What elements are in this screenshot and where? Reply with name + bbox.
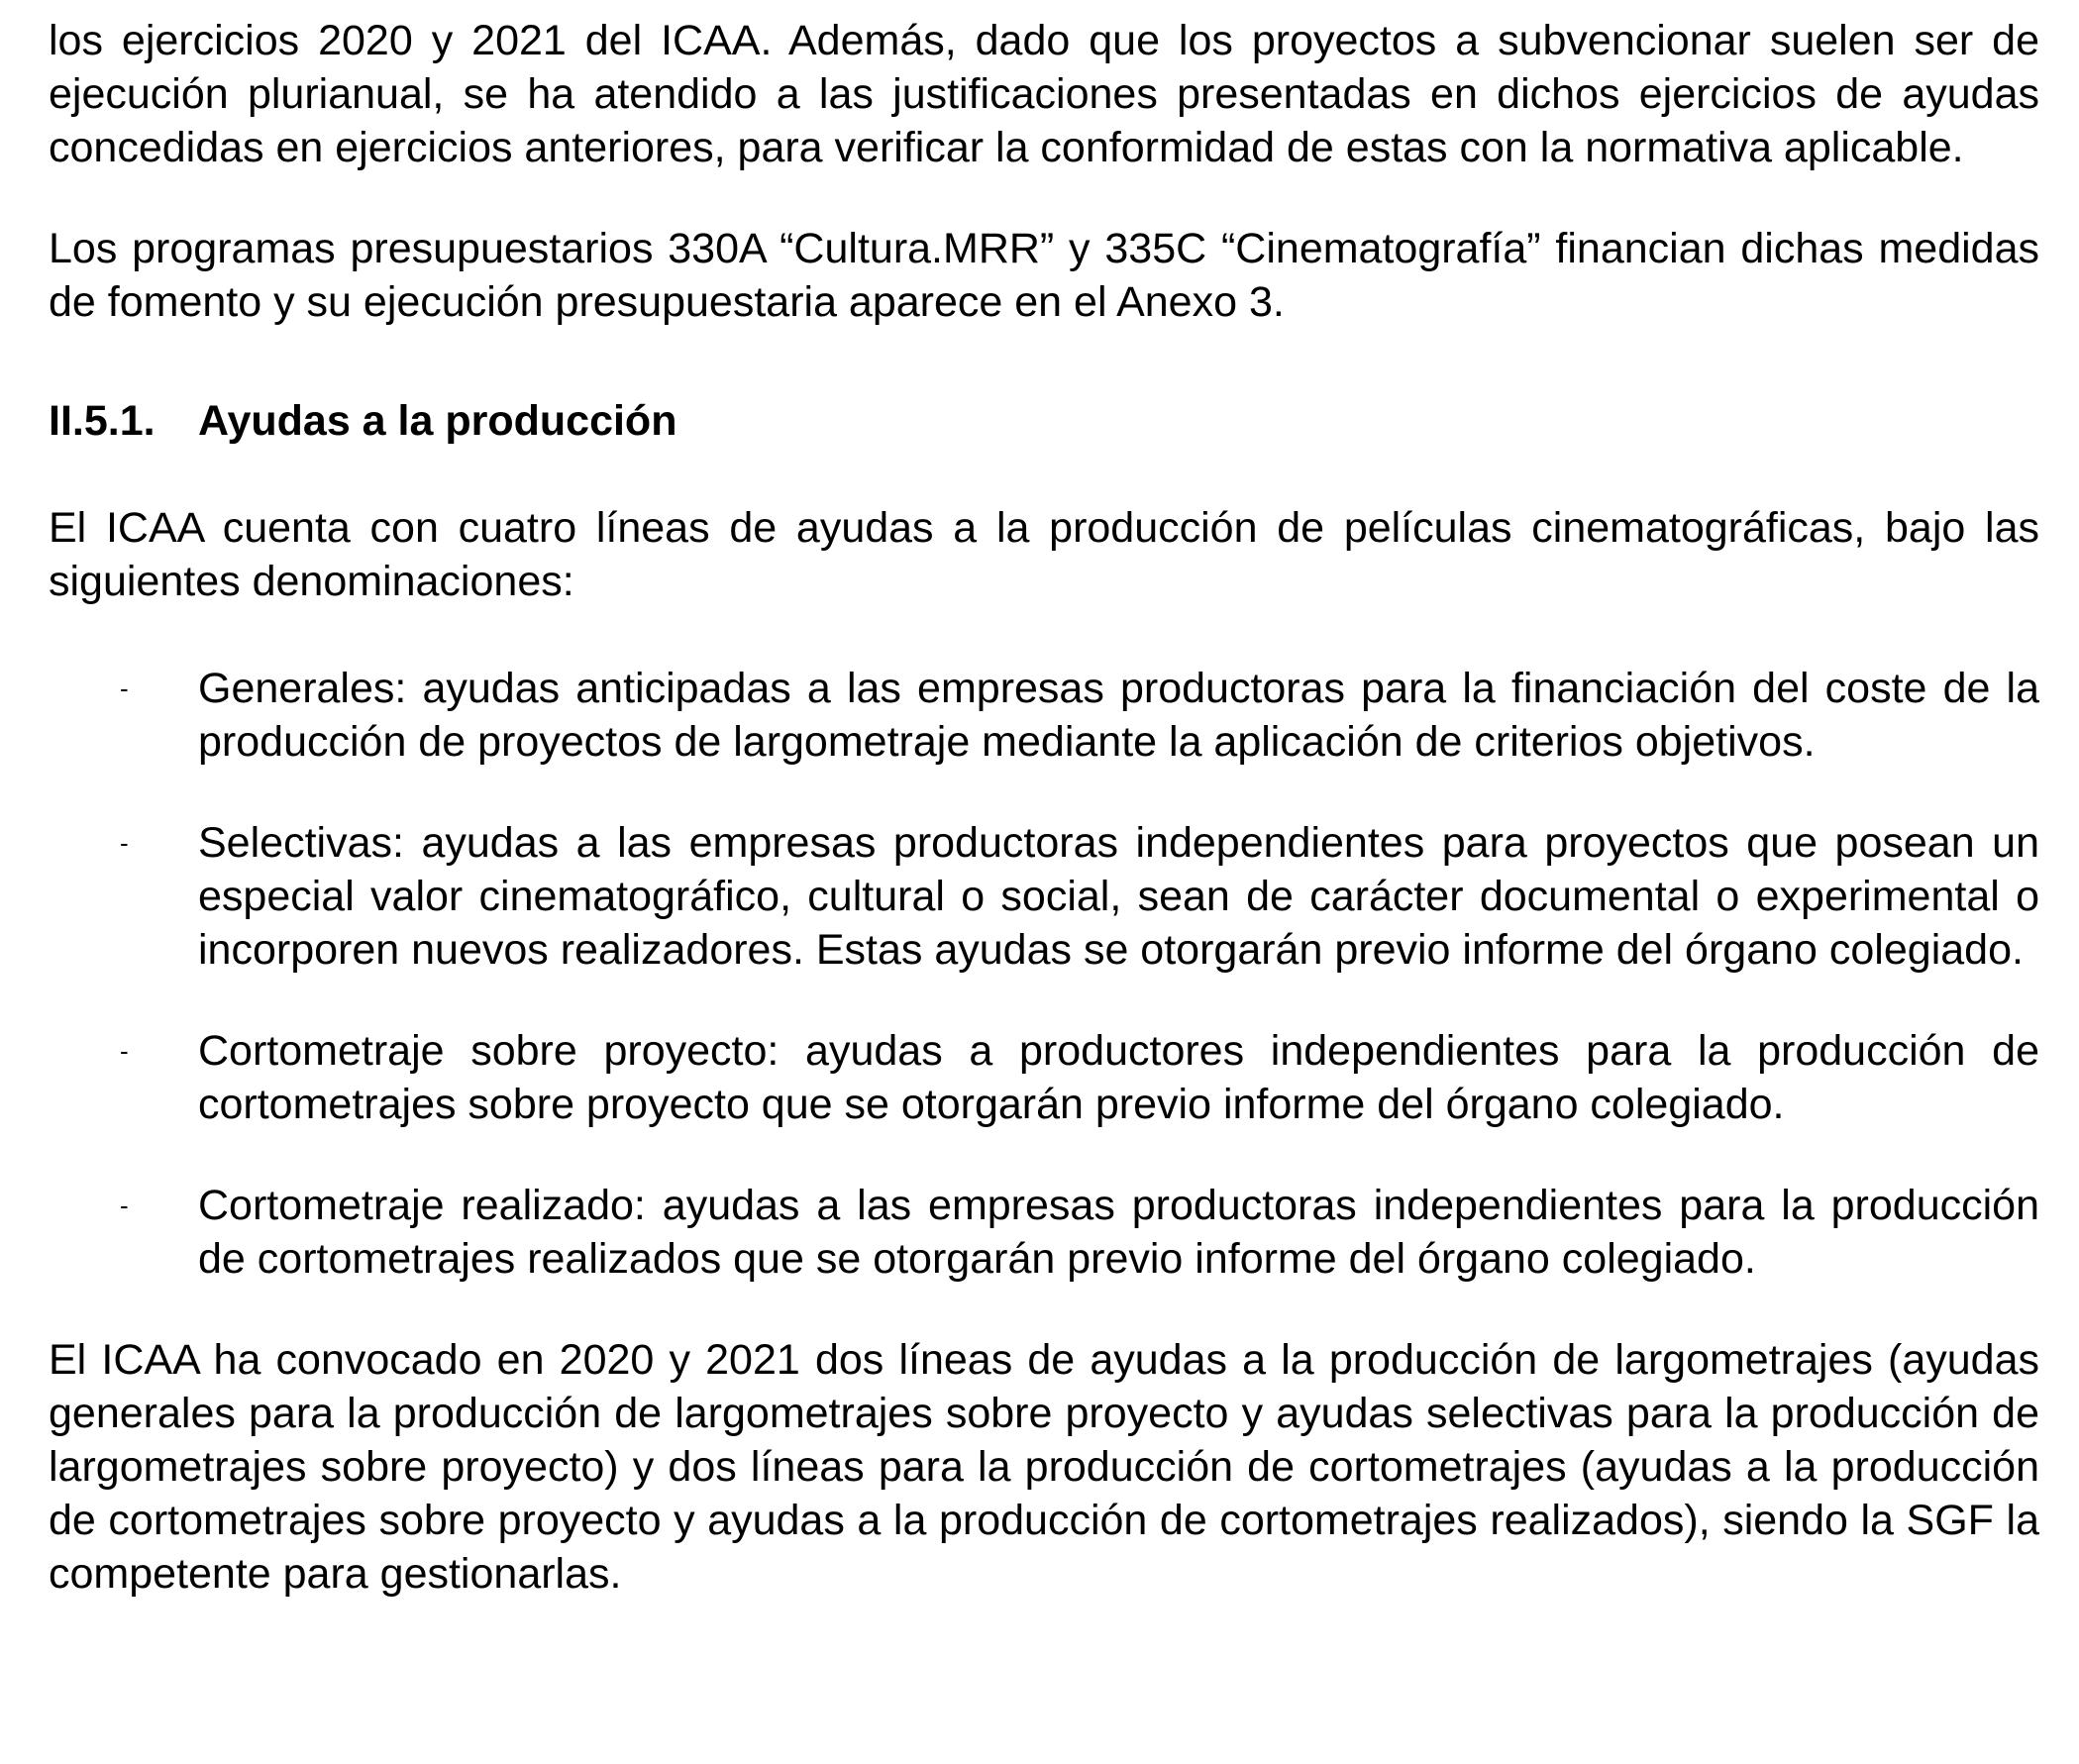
bullet-dash: - — [120, 1191, 129, 1220]
section-heading — [49, 394, 2039, 448]
bullet-dash: - — [120, 1036, 129, 1066]
aid-lines-list — [49, 662, 2039, 1286]
bullet-dash: - — [120, 674, 129, 703]
list-item — [49, 1179, 2039, 1286]
budget-programs-paragraph: Los programas presupuestarios 330A “Cultura.MRR” y 335C “Cinematografía” financian dichas medidas de fomento y su ejecución presupuestaria aparece en el Anexo 3. — [49, 225, 2039, 326]
list-item — [49, 662, 2039, 769]
list-item — [49, 816, 2039, 977]
bullet-dash: - — [120, 828, 129, 858]
intro-paragraph: los ejercicios 2020 y 2021 del ICAA. Además, dado que los proyectos a subvencionar suelen ser de ejecución plurianual, se ha atendido a las justificaciones presentadas en dichos ejercicios de ayudas concedidas en ejercicios anteriores, para verificar la conformidad de estas con la normativa aplicable. — [49, 17, 2039, 171]
list-item-text: Generales: ayudas anticipadas a las empresas productoras para la financiación del coste de la producción de proyectos de largometraje mediante la aplicación de criterios objetivos. — [198, 665, 2039, 766]
document-page — [49, 14, 2039, 1601]
list-item-text: Cortometraje sobre proyecto: ayudas a productores independientes para la producción de cortometrajes sobre proyecto que se otorgarán previo informe del órgano colegiado. — [198, 1027, 2039, 1128]
list-item-text: Cortometraje realizado: ayudas a las empresas productoras independientes para la producción de cortometrajes realizados que se otorgarán previo informe del órgano colegiado. — [198, 1182, 2039, 1283]
conclusion-paragraph: El ICAA ha convocado en 2020 y 2021 dos líneas de ayudas a la producción de largometrajes (ayudas generales para la producción de largometrajes sobre proyecto y ayudas selectivas para la producción de largometrajes sobre proyecto) y dos líneas para la producción de cortometrajes (ayudas a la producción de cortometrajes sobre proyecto y ayudas a la producción de cortometrajes realizados), siendo la SGF la competente para gestionarlas. — [49, 1336, 2039, 1598]
list-item — [49, 1024, 2039, 1131]
list-item-text: Selectivas: ayudas a las empresas productoras independientes para proyectos que posean un especial valor cinematográfico, cultural o social, sean de carácter documental o experimental o incorporen nuevos realizadores. Estas ayudas se otorgarán previo informe del órgano colegiado. — [198, 819, 2039, 974]
aid-lines-paragraph: El ICAA cuenta con cuatro líneas de ayudas a la producción de películas cinematográficas, bajo las siguientes denominaciones: — [49, 504, 2039, 605]
section-number: II.5.1. — [49, 397, 156, 445]
section-title: Ayudas a la producción — [198, 397, 677, 445]
